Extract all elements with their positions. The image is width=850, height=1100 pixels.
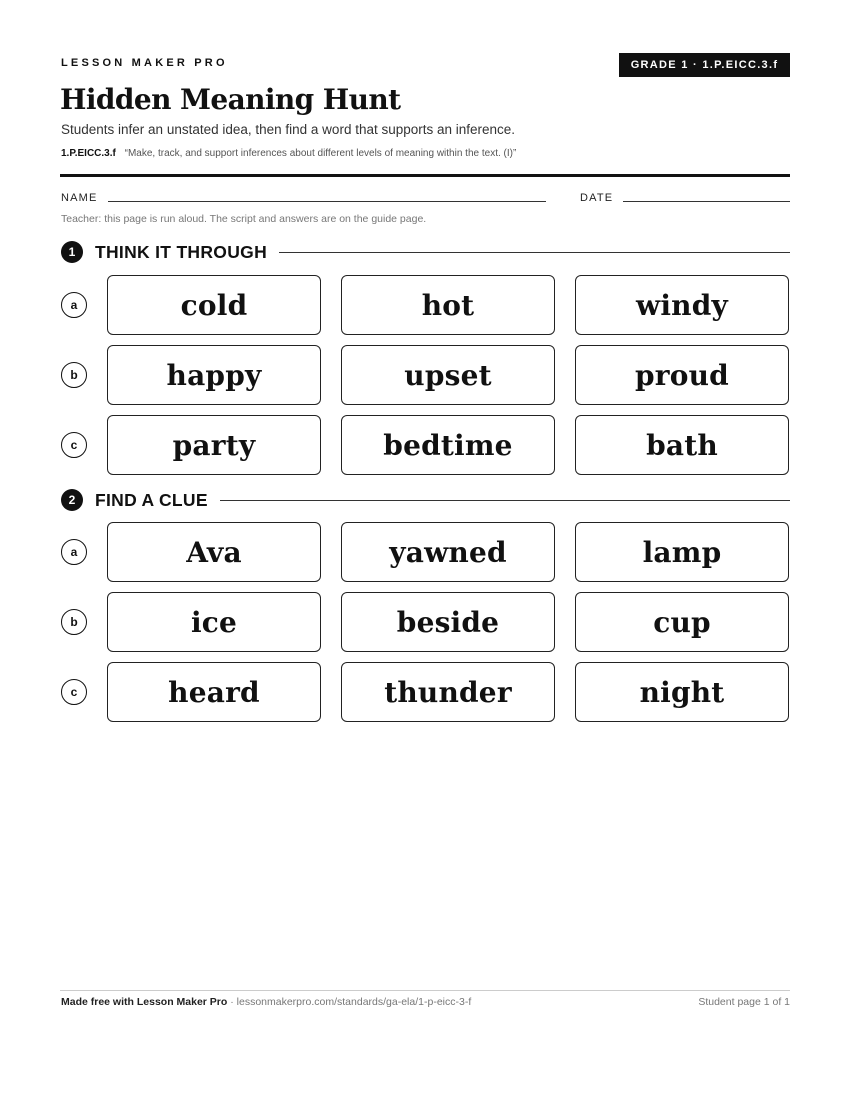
row-letter: b <box>61 609 87 635</box>
section-number: 2 <box>61 489 83 511</box>
row-letter: c <box>61 679 87 705</box>
section-number: 1 <box>61 241 83 263</box>
section-think-it-through <box>61 241 790 263</box>
section-title: THINK IT THROUGH <box>95 241 268 262</box>
word-choice[interactable]: Ava <box>107 522 321 582</box>
word-choice[interactable]: ice <box>107 592 321 652</box>
question-row <box>61 592 790 652</box>
word-choice[interactable]: yawned <box>341 522 555 582</box>
footer-credit <box>61 996 471 1008</box>
section-title: FIND A CLUE <box>95 489 208 510</box>
section-divider <box>220 500 790 501</box>
footer-brand: Made free with Lesson Maker Pro <box>61 996 228 1008</box>
footer-url[interactable]: · lessonmakerpro.com/standards/ga-ela/1-p-eicc-3-f <box>227 996 472 1008</box>
standard-text: “Make, track, and support inferences about different levels of meaning within the text. (I)” <box>124 148 517 159</box>
row-letter: c <box>61 432 87 458</box>
word-choice[interactable]: bedtime <box>341 415 555 475</box>
section-divider <box>279 252 790 253</box>
word-choice[interactable]: proud <box>575 345 789 405</box>
question-row <box>61 415 790 475</box>
word-choice[interactable]: night <box>575 662 789 722</box>
word-choice[interactable]: windy <box>575 275 789 335</box>
name-field[interactable] <box>108 201 546 202</box>
name-label: NAME <box>61 192 98 204</box>
header-divider <box>60 174 790 177</box>
question-row <box>61 345 790 405</box>
teacher-note: Teacher: this page is run aloud. The script and answers are on the guide page. <box>61 213 427 225</box>
question-row <box>61 662 790 722</box>
footer-divider <box>60 990 790 991</box>
date-label: DATE <box>580 192 614 204</box>
standard-code: 1.P.EICC.3.f <box>61 148 116 159</box>
word-choice[interactable]: upset <box>341 345 555 405</box>
question-row <box>61 522 790 582</box>
word-choice[interactable]: heard <box>107 662 321 722</box>
date-field[interactable] <box>623 201 790 202</box>
brand-name: LESSON MAKER PRO <box>61 57 228 69</box>
question-row <box>61 275 790 335</box>
word-choice[interactable]: cold <box>107 275 321 335</box>
word-choice[interactable]: thunder <box>341 662 555 722</box>
word-choice[interactable]: hot <box>341 275 555 335</box>
section-find-a-clue <box>61 489 790 511</box>
word-choice[interactable]: bath <box>575 415 789 475</box>
row-letter: b <box>61 362 87 388</box>
row-letter: a <box>61 539 87 565</box>
word-choice[interactable]: happy <box>107 345 321 405</box>
word-choice[interactable]: beside <box>341 592 555 652</box>
grade-badge: GRADE 1 · 1.P.EICC.3.f <box>619 53 790 77</box>
word-choice[interactable]: lamp <box>575 522 789 582</box>
standard-line <box>61 148 516 159</box>
page-subtitle: Students infer an unstated idea, then find a word that supports an inference. <box>61 122 516 137</box>
page-indicator: Student page 1 of 1 <box>698 996 790 1008</box>
word-choice[interactable]: party <box>107 415 321 475</box>
word-choice[interactable]: cup <box>575 592 789 652</box>
page-title: Hidden Meaning Hunt <box>60 83 401 116</box>
row-letter: a <box>61 292 87 318</box>
